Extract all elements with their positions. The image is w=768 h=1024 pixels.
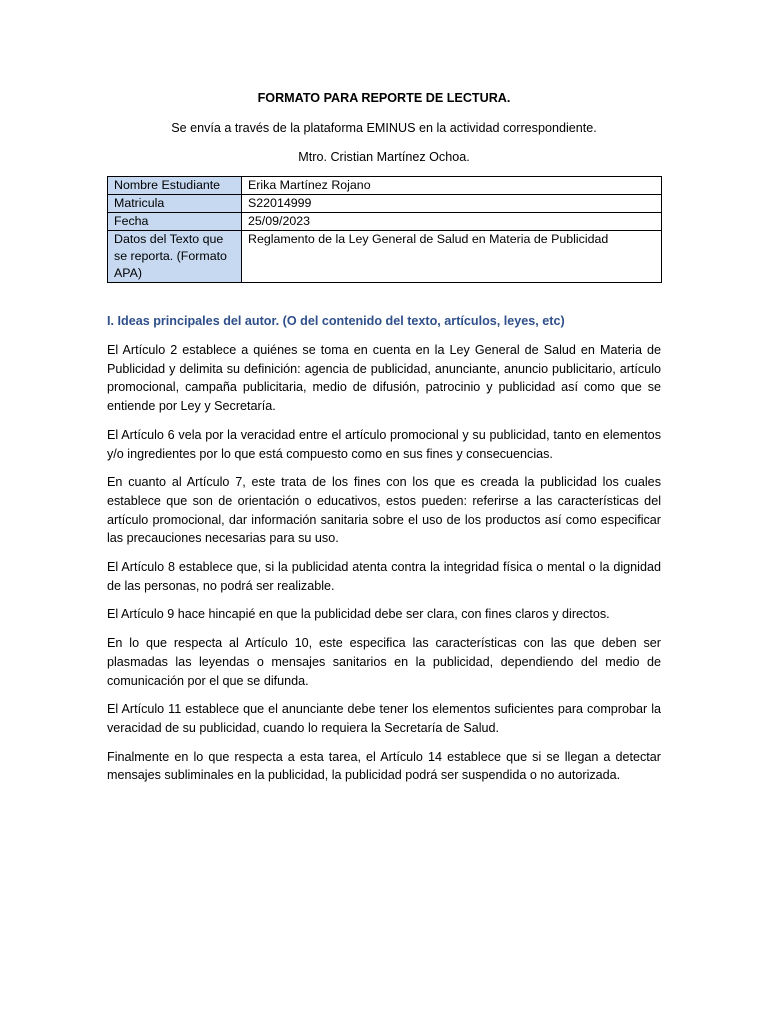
paragraph-article-2: El Artículo 2 establece a quiénes se toma en cuenta en la Ley General de Salud en Materia de Publicidad y delimita su definición: agencia de publicidad, anunciante, anuncio publicitario, artículo promocional, campaña publicitaria, medio de difusión, patrocinio y publicidad así como que se entiende por Ley y Secretaría. [107, 343, 661, 414]
document-author: Mtro. Cristian Martínez Ochoa. [298, 150, 470, 164]
table-row [108, 231, 662, 283]
document-title-text: FORMATO PARA REPORTE DE LECTURA [257, 91, 507, 105]
paragraph-article-6: El Artículo 6 vela por la veracidad entre el artículo promocional y su publicidad, tanto en elementos y/o ingredientes por lo que está compuesto como en sus fines y consecuencias. [107, 427, 661, 461]
document-title-period: . [506, 91, 511, 105]
document-content [107, 90, 661, 795]
table-label-enrollment: Matricula [108, 195, 242, 213]
paragraph-article-7: En cuanto al Artículo 7, este trata de los fines con los que es creada la publicidad los cuales establece que son de orientación o educativos, estos pueden: referirse a las características del artículo promocional, dar información sanitaria sobre el uso de los productos así como especificar las precauciones necesarias para su uso. [107, 475, 661, 546]
paragraph-article-11: El Artículo 11 establece que el anunciante debe tener los elementos suficientes para comprobar la veracidad de su publicidad, cuando lo requiera la Secretaría de Salud. [107, 702, 661, 735]
table-value-enrollment: S22014999 [242, 195, 662, 213]
paragraph-article-14: Finalmente en lo que respecta a esta tarea, el Artículo 14 establece que si se llegan a detectar mensajes subliminales en la publicidad, la publicidad podrá ser suspendida o no autorizada. [107, 749, 661, 783]
info-table [107, 176, 662, 283]
table-label-text-data: Datos del Texto que se reporta. (Formato APA) [108, 231, 242, 283]
table-row [108, 177, 662, 195]
table-value-text-data: Reglamento de la Ley General de Salud en Materia de Publicidad [242, 231, 662, 283]
paragraph-article-8: El Artículo 8 establece que, si la publicidad atenta contra la integridad física o mental o la dignidad de las personas, no podrá ser realizable. [107, 560, 661, 593]
table-label-student-name: Nombre Estudiante [108, 177, 242, 195]
paragraph-article-9: El Artículo 9 hace hincapié en que la publicidad debe ser clara, con fines claros y directos. [107, 607, 610, 622]
table-row [108, 213, 662, 231]
document-title [107, 90, 661, 106]
table-value-student-name: Erika Martínez Rojano [242, 177, 662, 195]
table-label-date: Fecha [108, 213, 242, 231]
table-value-date: 25/09/2023 [242, 213, 662, 231]
paragraph-article-10: En lo que respecta al Artículo 10, este especifica las características con las que deben ser plasmadas las leyendas o mensajes sanitarios en la publicidad, dependiendo del medio de comunicación por el que se difunda. [107, 636, 661, 688]
section-heading: I. Ideas principales del autor. (O del contenido del texto, artículos, leyes, etc) [107, 314, 565, 328]
document-subtitle: Se envía a través de la plataforma EMINUS en la actividad correspondiente. [171, 121, 597, 135]
table-row [108, 195, 662, 213]
